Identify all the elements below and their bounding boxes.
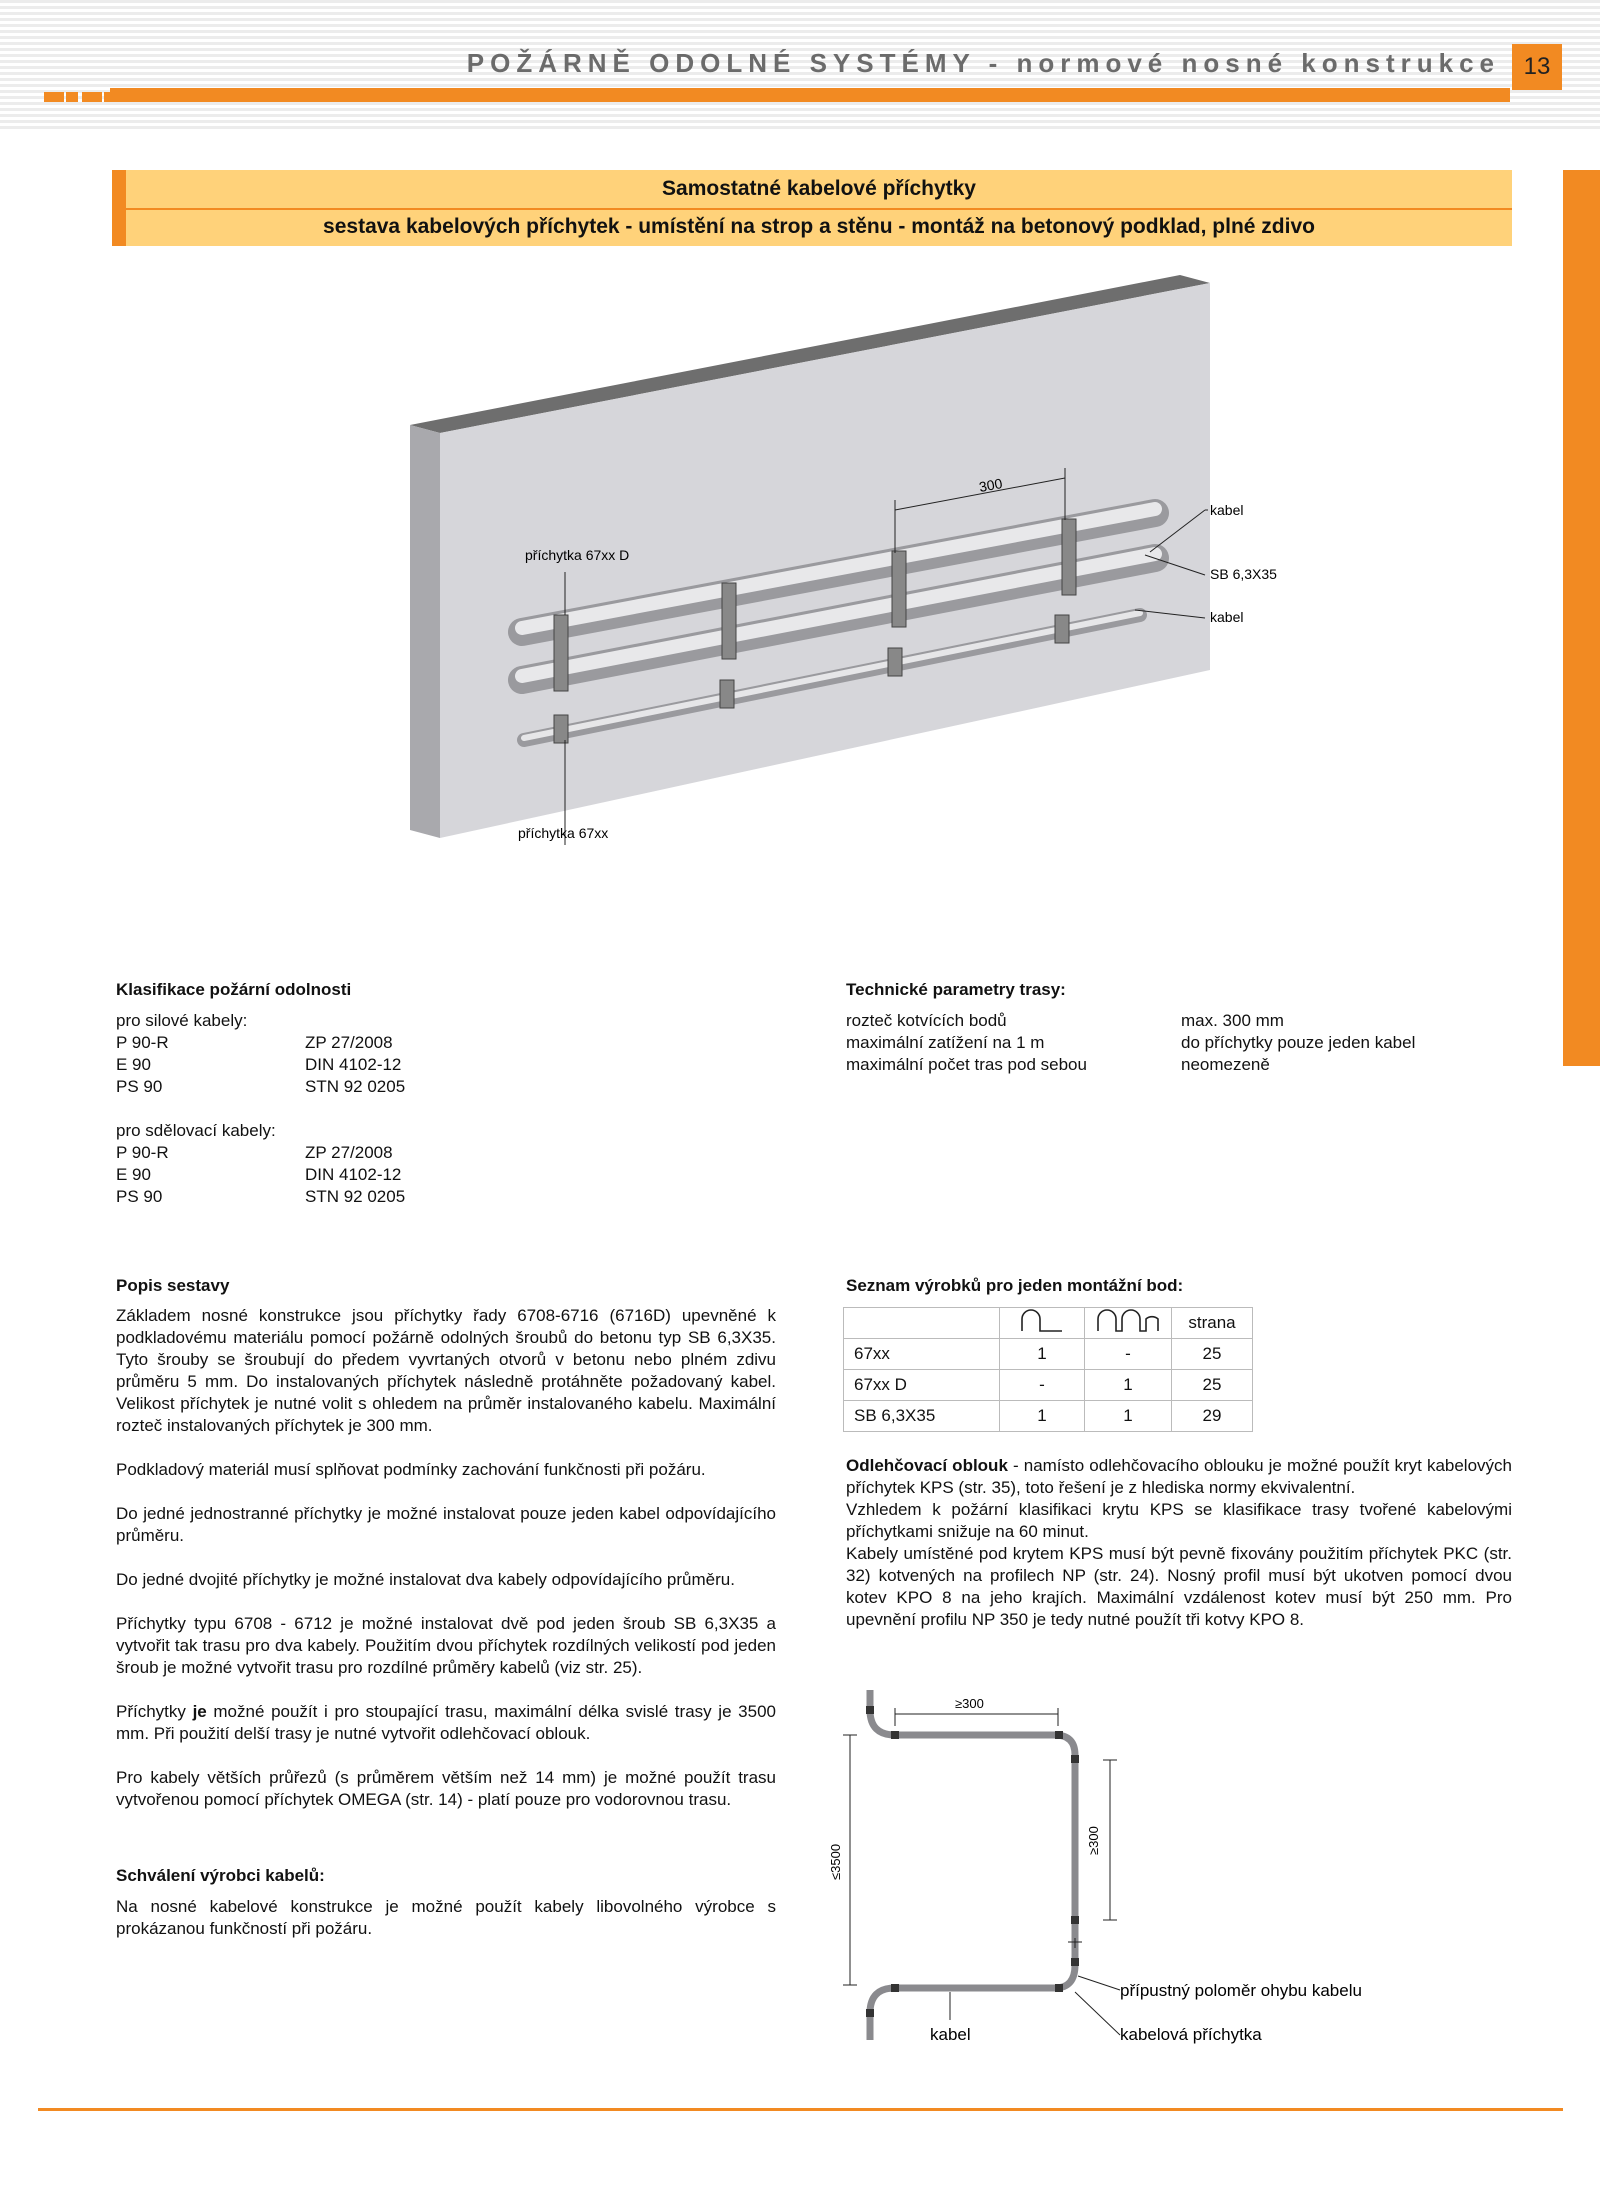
table-row [844, 1308, 1253, 1339]
technicke-heading: Technické parametry trasy: [846, 980, 1066, 999]
klasifikace-value: DIN 4102-12 [305, 1165, 402, 1184]
klasifikace-value: ZP 27/2008 [305, 1033, 393, 1052]
label-kabel: kabel [930, 2025, 971, 2044]
mounting-illustration [400, 270, 1360, 870]
label-bend-radius: přípustný poloměr ohybu kabelu [1120, 1981, 1362, 2000]
label-kabel-top: kabel [1210, 502, 1244, 518]
header-square [104, 92, 110, 102]
bend-diagram [820, 1680, 1380, 2060]
klasifikace-key: E 90 [116, 1055, 151, 1074]
dimension-300: 300 [977, 475, 1004, 495]
header-square [44, 92, 64, 102]
klasifikace-value: ZP 27/2008 [305, 1143, 393, 1162]
table-row: SB 6,3X35 1 1 29 [844, 1401, 1253, 1432]
table-row: 67xx D - 1 25 [844, 1370, 1253, 1401]
param-value: max. 300 mm [1181, 1011, 1284, 1030]
title-box-accent [112, 170, 126, 246]
bottom-rule [38, 2108, 1563, 2111]
side-accent-bar [1563, 170, 1600, 1066]
silove-title: pro silové kabely: [116, 1011, 248, 1030]
odlehcovaci-text: Odlehčovací oblouk - namísto odlehčovacího oblouku je možné použít kryt kabelových příchytek KPS (str. 35), toto řešení je z hlediska normy ekvivalentní. Vzhledem k požární klasifikaci krytu KPS se klasifikace trasy tvořené kabelovými příchytkami snižuje na 60 minut. Kabely umístěné pod krytem KPS musí být pevně fixovány použitím příchytek PKC (str. 32) kotvených na profilech NP (str. 24). Nosný profil musí být ukotven pomocí dvou kotev KPO 8 na jeho krajích. Maximální vzdálenost kotev musí být 250 mm. Pro upevnění profilu NP 350 je tedy nutné použít tři kotvy KPO 8. [846, 1456, 1512, 1629]
klasifikace-key: E 90 [116, 1165, 151, 1184]
header-square [66, 92, 78, 102]
klasifikace-key: P 90-R [116, 1143, 169, 1162]
popis-paragraph: Příchytky typu 6708 - 6712 je možné instalovat dvě pod jeden šroub SB 6,3X35 a vytvořit tak trasu pro dva kabely. Použitím dvou příchytek rozdílných velikostí pod jeden šroub je možné vytvořit trasu pro rozdílné průměry kabelů (viz str. 25). [116, 1614, 776, 1677]
param-key: maximální počet tras pod sebou [846, 1055, 1087, 1074]
page-number: 13 [1512, 44, 1562, 90]
section-title: Samostatné kabelové příchytky [662, 177, 976, 200]
double-clip-icon [1095, 1309, 1161, 1333]
sdelovaci-title: pro sdělovací kabely: [116, 1121, 276, 1140]
header-title: POŽÁRNĚ ODOLNÉ SYSTÉMY - normové nosné konstrukce [466, 48, 1500, 78]
klasifikace-value: DIN 4102-12 [305, 1055, 402, 1074]
klasifikace-value: STN 92 0205 [305, 1187, 406, 1206]
klasifikace-key: PS 90 [116, 1187, 163, 1206]
popis-paragraph: Do jedné jednostranné příchytky je možné instalovat pouze jeden kabel odpovídajícího průměru. [116, 1504, 776, 1545]
header-square [82, 92, 102, 102]
label-clip: kabelová příchytka [1120, 2025, 1262, 2044]
param-value: neomezeně [1181, 1055, 1270, 1074]
popis-heading: Popis sestavy [116, 1276, 230, 1295]
label-prichytka: příchytka 67xx [518, 825, 609, 841]
header-accent-line [110, 88, 1510, 102]
klasifikace-key: PS 90 [116, 1077, 163, 1096]
dim-left: ≤3500 [828, 1843, 843, 1880]
popis-paragraph: Příchytky je možné použít i pro stoupající trasu, maximální délka svislé trasy je 3500 mm. Při použití delší trasy je nutné vytvořit odlehčovací oblouk. [116, 1702, 776, 1743]
seznam-heading: Seznam výrobků pro jeden montážní bod: [846, 1276, 1184, 1295]
popis-paragraph: Podkladový materiál musí splňovat podmínky zachování funkčnosti při požáru. [116, 1460, 706, 1479]
popis-paragraph: Základem nosné konstrukce jsou příchytky řady 6708-6716 (6716D) upevněné k podkladovému materiálu pomocí požárně odolných šroubů do betonu typ SB 6,3X35. Tyto šrouby se šroubují do předem vyvrtaných otvorů v betonu nebo plném zdivu průměru 5 mm. Do instalovaných příchytek následně protáhněte požadovaný kabel. Velikost příchytek je nutné volit s ohledem na průměr instalovaného kabelu. Maximální rozteč instalovaných příchytek je 300 mm. [116, 1306, 776, 1435]
schvaleni-text: Na nosné kabelové konstrukce je možné použít kabely libovolného výrobce s prokázanou funkčností při požáru. [116, 1897, 776, 1938]
table-row: 67xx 1 - 25 [844, 1339, 1253, 1370]
single-clip-icon [1019, 1309, 1065, 1333]
label-sb-screw: SB 6,3X35 [1210, 566, 1277, 582]
param-key: rozteč kotvících bodů [846, 1011, 1007, 1030]
wall-side-face [410, 425, 440, 838]
klasifikace-value: STN 92 0205 [305, 1077, 406, 1096]
label-prichytka-d: příchytka 67xx D [525, 547, 630, 563]
param-value: do příchytky pouze jeden kabel [1181, 1033, 1416, 1052]
schvaleni-heading: Schválení výrobci kabelů: [116, 1866, 325, 1885]
label-kabel-mid: kabel [1210, 609, 1244, 625]
cable-path [870, 1690, 1075, 2040]
klasifikace-heading: Klasifikace požární odolnosti [116, 980, 352, 999]
title-box-divider [126, 208, 1512, 210]
dim-top: ≥300 [955, 1696, 984, 1711]
popis-paragraph: Do jedné dvojité příchytky je možné instalovat dva kabely odpovídajícího průměru. [116, 1570, 735, 1589]
products-table [843, 1307, 1253, 1432]
column-strana: strana [1172, 1308, 1253, 1339]
section-subtitle: sestava kabelových příchytek - umístění na strop a stěnu - montáž na betonový podklad, plné zdivo [323, 215, 1315, 238]
klasifikace-key: P 90-R [116, 1033, 169, 1052]
dim-right: ≥300 [1086, 1826, 1101, 1855]
popis-paragraph: Pro kabely větších průřezů (s průměrem větším než 14 mm) je možné použít trasu vytvořenou pomocí příchytek OMEGA (str. 14) - platí pouze pro vodorovnou trasu. [116, 1768, 776, 1809]
clips [866, 1706, 1079, 2017]
param-key: maximální zatížení na 1 m [846, 1033, 1045, 1052]
